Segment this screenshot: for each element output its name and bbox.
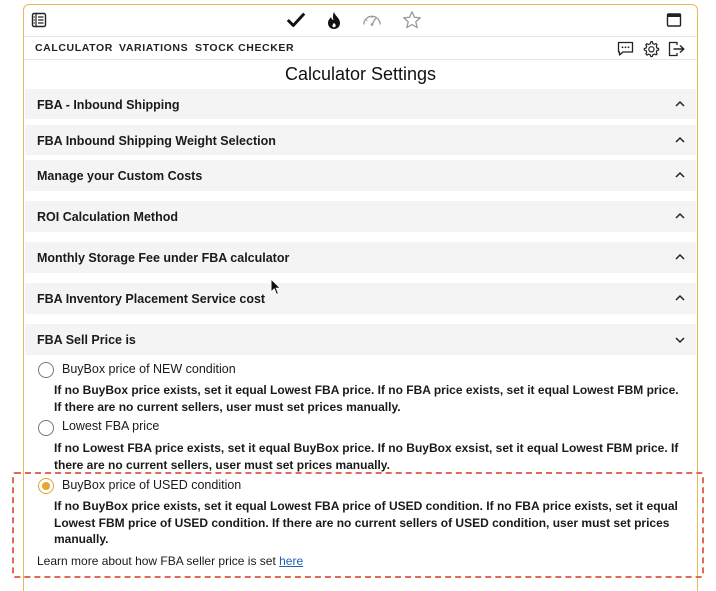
learn-more-text [37, 554, 303, 568]
chevron-up-icon [674, 292, 686, 304]
chevron-up-icon [674, 98, 686, 110]
section-roi-method[interactable] [25, 201, 696, 232]
chevron-up-icon [674, 169, 686, 181]
chevron-up-icon [674, 134, 686, 146]
section-title: ROI Calculation Method [37, 210, 178, 224]
section-fba-sell-price[interactable] [25, 324, 696, 355]
section-title: FBA Sell Price is [37, 333, 136, 347]
section-title: Manage your Custom Costs [37, 169, 203, 183]
radio-lowest-fba[interactable] [38, 420, 54, 436]
learn-more-link[interactable]: here [279, 554, 304, 568]
chevron-up-icon [674, 210, 686, 222]
star-icon[interactable] [402, 10, 422, 30]
section-fba-inbound-shipping[interactable] [25, 89, 696, 119]
chevron-up-icon [674, 251, 686, 263]
gear-icon[interactable] [641, 39, 661, 59]
section-weight-selection[interactable] [25, 125, 696, 155]
tab-variations[interactable]: VARIATIONS [119, 42, 189, 54]
gauge-icon[interactable] [362, 10, 382, 30]
option-label-buybox-used[interactable]: BuyBox price of USED condition [62, 478, 242, 492]
option-description: If no BuyBox price exists, set it equal Lowest FBA price of USED condition. If no FBA price exists, set it equal Lowest FBM price of USED condition. If there are no current sellers of USED condition, user must set prices manually. [54, 499, 678, 546]
chevron-down-icon [674, 334, 686, 346]
tab-stock-checker[interactable]: STOCK CHECKER [195, 42, 295, 54]
option-description: If no BuyBox price exists, set it equal Lowest FBA price. If no FBA price exists, set it equal Lowest FBM price. If there are no current sellers, user must set prices manually. [54, 383, 679, 414]
radio-buybox-new[interactable] [38, 362, 54, 378]
window-icon[interactable] [664, 10, 684, 30]
option-label-lowest-fba[interactable]: Lowest FBA price [62, 419, 160, 433]
page-title: Calculator Settings [284, 64, 437, 84]
nav-bar [24, 36, 697, 60]
radio-buybox-used[interactable] [38, 478, 54, 494]
section-title: FBA Inbound Shipping Weight Selection [37, 134, 276, 148]
section-title: FBA - Inbound Shipping [37, 98, 180, 112]
sidebar-menu-icon[interactable] [29, 10, 49, 30]
learn-more-label: Learn more about how FBA seller price is set [37, 554, 276, 568]
section-custom-costs[interactable] [25, 160, 696, 191]
tab-calculator[interactable]: CALCULATOR [35, 42, 113, 54]
option-description: If no Lowest FBA price exists, set it equal BuyBox price. If no BuyBox exsist, set it equal Lowest FBM price. If there are no current sellers, user must set prices manually. [54, 441, 679, 472]
chat-icon[interactable] [615, 39, 635, 59]
option-label-buybox-new[interactable]: BuyBox price of NEW condition [62, 362, 236, 376]
exit-icon[interactable] [667, 39, 687, 59]
section-monthly-storage-fee[interactable] [25, 242, 696, 273]
section-inventory-placement[interactable] [25, 283, 696, 314]
mouse-cursor-icon [270, 278, 282, 296]
section-title: FBA Inventory Placement Service cost [37, 292, 266, 306]
section-title: Monthly Storage Fee under FBA calculator [37, 251, 290, 265]
extension-panel [23, 4, 698, 591]
top-icon-bar [24, 5, 697, 35]
fire-icon[interactable] [324, 10, 344, 30]
checkmark-icon[interactable] [286, 10, 306, 30]
